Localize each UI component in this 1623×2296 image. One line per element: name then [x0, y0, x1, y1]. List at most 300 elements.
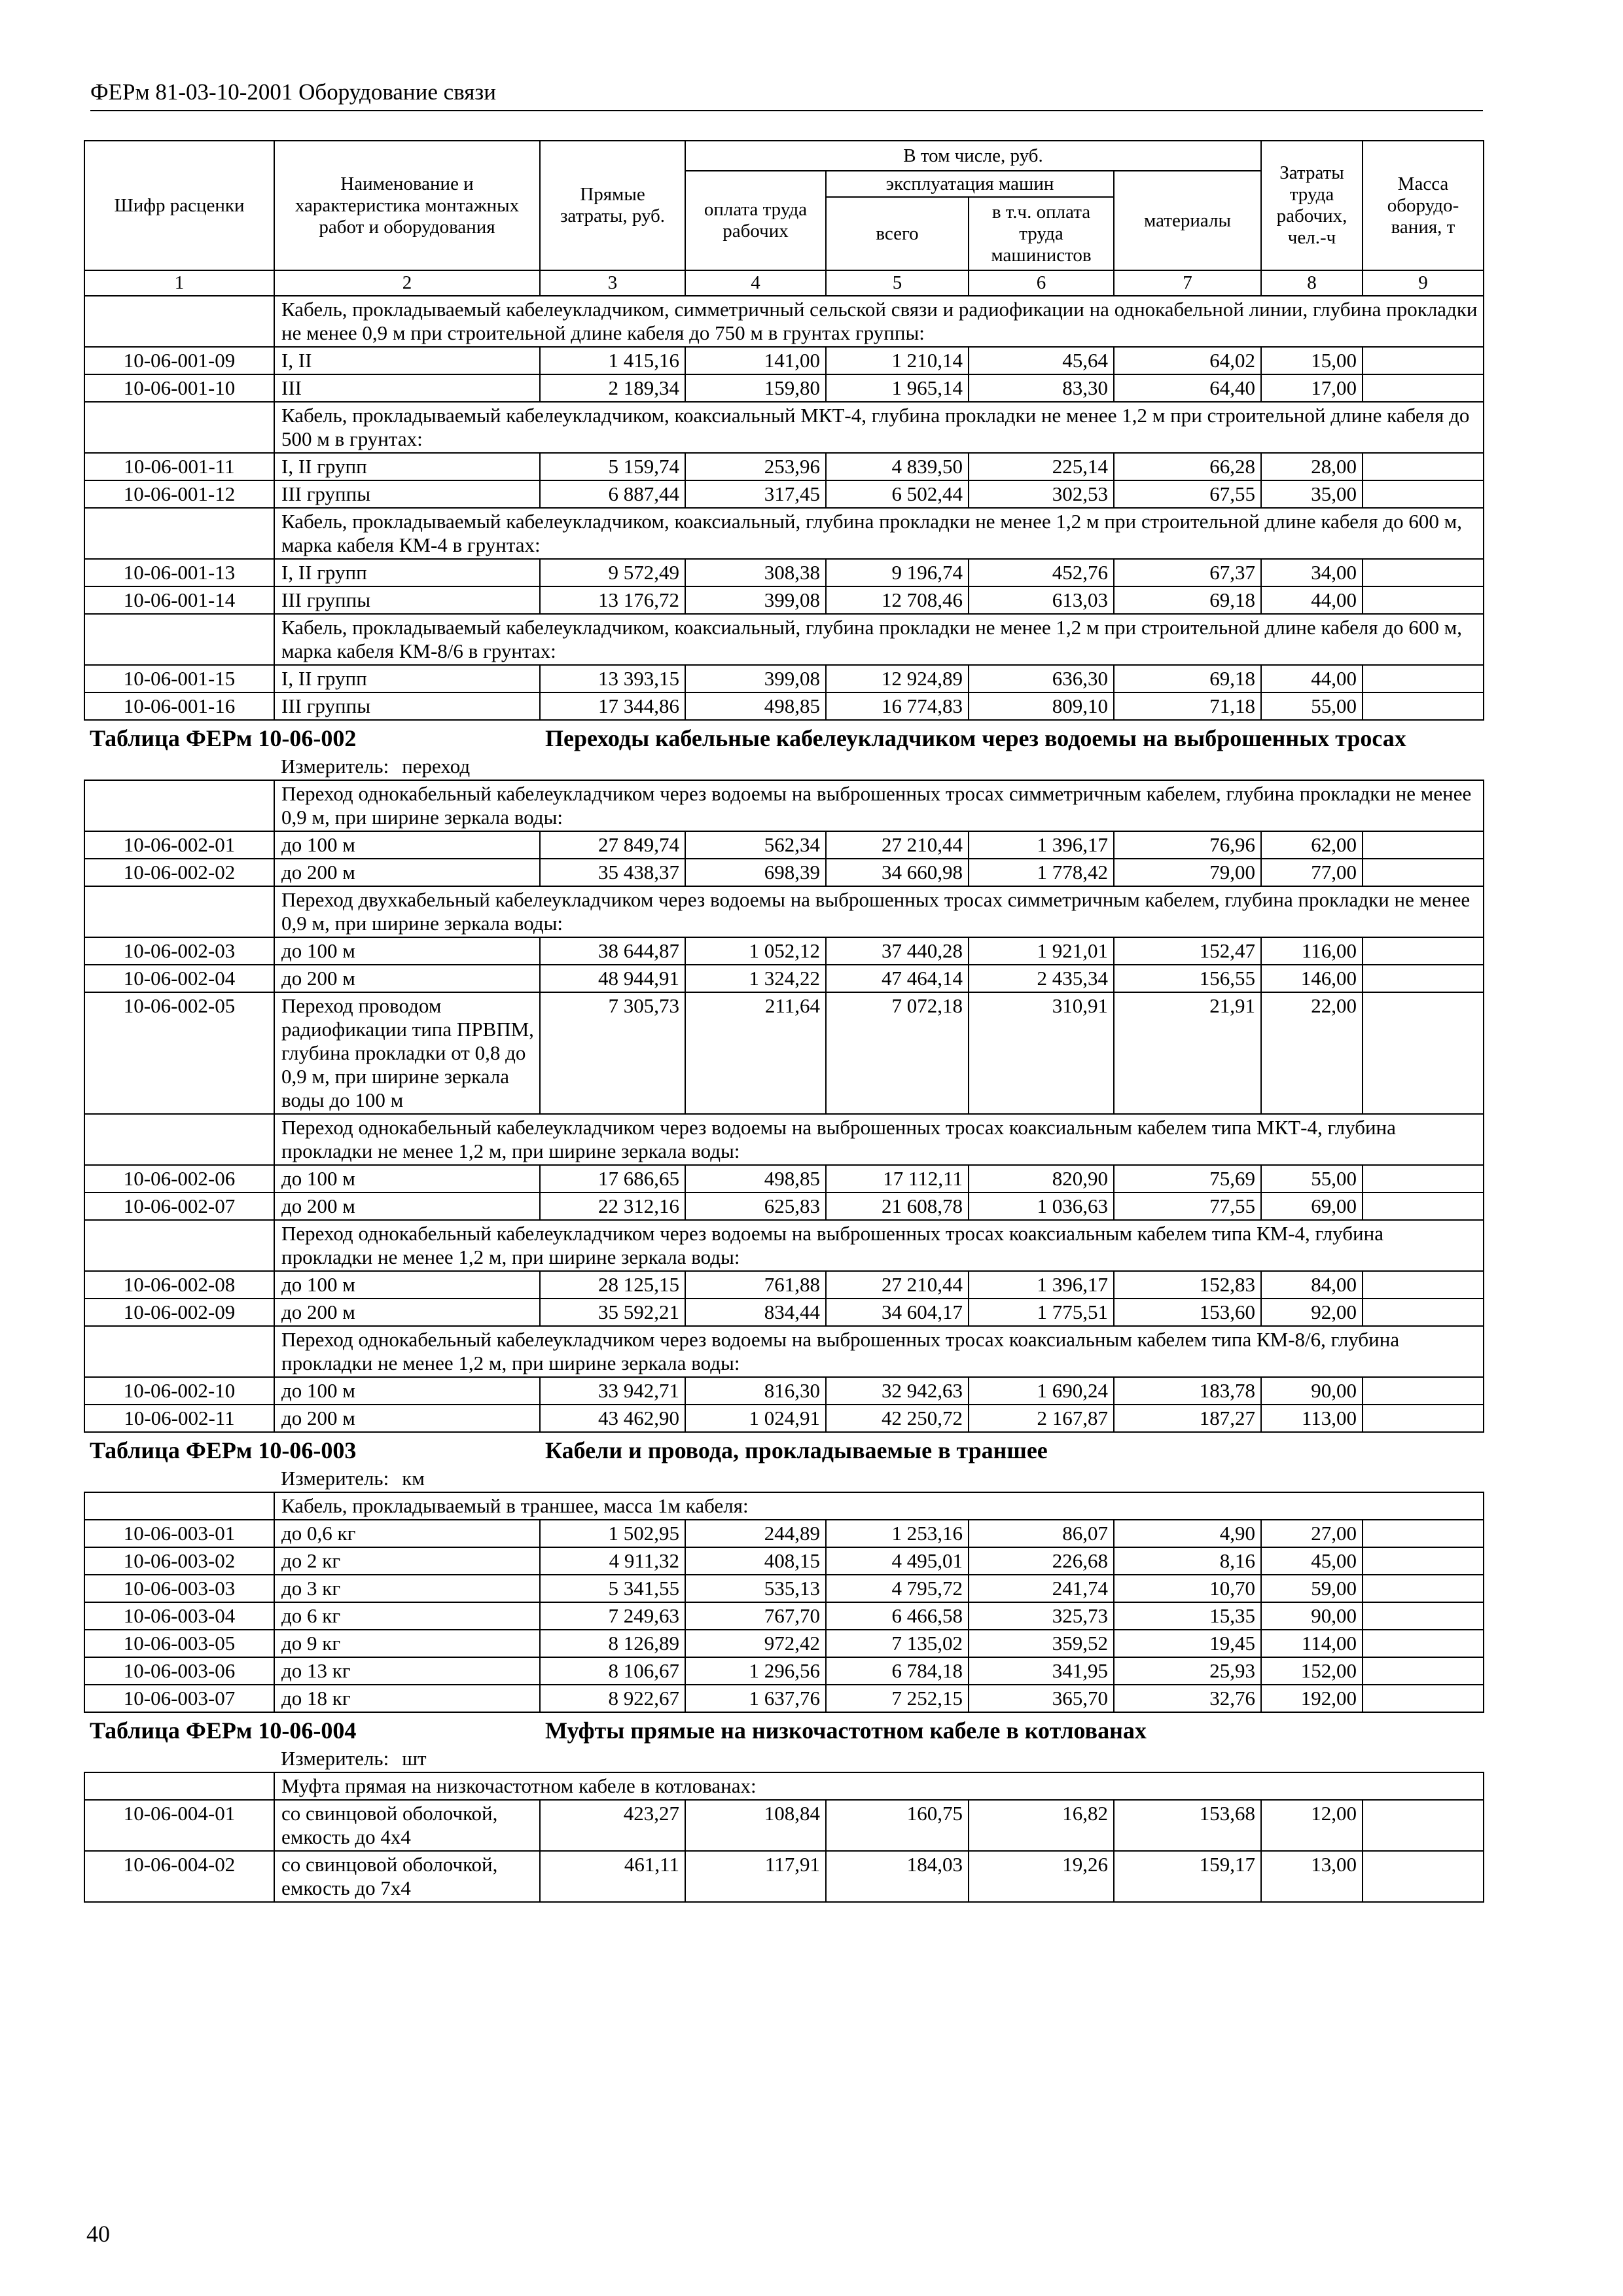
machinists-pay-cell: 310,91: [969, 992, 1114, 1114]
name-cell: до 100 м: [274, 1165, 540, 1193]
labor-cell: 27,00: [1261, 1520, 1363, 1547]
machines-cell: 160,75: [826, 1800, 969, 1851]
table-row: [84, 937, 1484, 965]
materials-cell: 4,90: [1114, 1520, 1261, 1547]
measure-cell: [274, 1746, 1484, 1772]
table-body: [84, 296, 1484, 1902]
table-row: [84, 831, 1484, 859]
col-workers-header: оплата труда рабочих: [685, 171, 826, 270]
empty-code-cell: [84, 886, 274, 937]
materials-cell: 25,93: [1114, 1657, 1261, 1685]
group-description: Кабель, прокладываемый в траншее, масса 1м кабеля:: [274, 1492, 1484, 1520]
mass-cell: [1363, 1299, 1484, 1326]
measure-row: [84, 1465, 1484, 1492]
workers-pay-cell: 562,34: [685, 831, 826, 859]
materials-cell: 152,47: [1114, 937, 1261, 965]
code-cell: 10-06-002-06: [84, 1165, 274, 1193]
mass-cell: [1363, 1851, 1484, 1902]
group-row: [84, 402, 1484, 453]
labor-cell: 35,00: [1261, 480, 1363, 508]
table-row: [84, 1685, 1484, 1712]
machinists-pay-cell: 1 396,17: [969, 831, 1114, 859]
machinists-pay-cell: 1 775,51: [969, 1299, 1114, 1326]
machinists-pay-cell: 1 690,24: [969, 1377, 1114, 1405]
code-cell: 10-06-003-07: [84, 1685, 274, 1712]
measure-row: [84, 1746, 1484, 1772]
empty-code-cell: [84, 780, 274, 831]
machines-cell: 17 112,11: [826, 1165, 969, 1193]
materials-cell: 69,18: [1114, 665, 1261, 692]
table-row: [84, 1377, 1484, 1405]
name-cell: до 200 м: [274, 1299, 540, 1326]
materials-cell: 64,02: [1114, 347, 1261, 374]
group-row: [84, 1492, 1484, 1520]
mass-cell: [1363, 1520, 1484, 1547]
labor-cell: 146,00: [1261, 965, 1363, 992]
materials-cell: 183,78: [1114, 1377, 1261, 1405]
code-cell: 10-06-003-06: [84, 1657, 274, 1685]
materials-cell: 153,68: [1114, 1800, 1261, 1851]
labor-cell: 116,00: [1261, 937, 1363, 965]
direct-cost-cell: 17 686,65: [540, 1165, 685, 1193]
mass-cell: [1363, 559, 1484, 586]
code-cell: 10-06-002-04: [84, 965, 274, 992]
col-mass-header: Масса оборудо-вания, т: [1363, 141, 1484, 270]
col-machines-total-header: всего: [826, 197, 969, 270]
section-title: Переходы кабельные кабелеукладчиком через водоемы на выброшенных тросах: [540, 720, 1484, 753]
price-table-wrap: [84, 140, 1483, 1903]
empty-code-cell: [84, 753, 274, 780]
table-row: [84, 859, 1484, 886]
code-cell: 10-06-002-10: [84, 1377, 274, 1405]
workers-pay-cell: 498,85: [685, 1165, 826, 1193]
table-row: [84, 1602, 1484, 1630]
mass-cell: [1363, 1630, 1484, 1657]
materials-cell: 152,83: [1114, 1271, 1261, 1299]
measure-label: Измеритель:: [281, 1747, 389, 1770]
table-row: [84, 1165, 1484, 1193]
direct-cost-cell: 2 189,34: [540, 374, 685, 402]
empty-code-cell: [84, 1772, 274, 1800]
direct-cost-cell: 17 344,86: [540, 692, 685, 720]
mass-cell: [1363, 453, 1484, 480]
direct-cost-cell: 7 305,73: [540, 992, 685, 1114]
workers-pay-cell: 399,08: [685, 586, 826, 614]
empty-code-cell: [84, 1746, 274, 1772]
labor-cell: 114,00: [1261, 1630, 1363, 1657]
workers-pay-cell: 399,08: [685, 665, 826, 692]
materials-cell: 67,55: [1114, 480, 1261, 508]
name-cell: Переход проводом радиофикации типа ПРВПМ, глубина прокладки от 0,8 до 0,9 м, при ширине зеркала воды до 100 м: [274, 992, 540, 1114]
machines-cell: 1 965,14: [826, 374, 969, 402]
code-cell: 10-06-002-07: [84, 1193, 274, 1220]
table-row: [84, 1520, 1484, 1547]
name-cell: до 200 м: [274, 1193, 540, 1220]
name-cell: I, II групп: [274, 453, 540, 480]
workers-pay-cell: 159,80: [685, 374, 826, 402]
workers-pay-cell: 1 024,91: [685, 1405, 826, 1432]
machinists-pay-cell: 19,26: [969, 1851, 1114, 1902]
materials-cell: 21,91: [1114, 992, 1261, 1114]
name-cell: до 0,6 кг: [274, 1520, 540, 1547]
workers-pay-cell: 1 324,22: [685, 965, 826, 992]
name-cell: до 200 м: [274, 1405, 540, 1432]
group-row: [84, 296, 1484, 347]
name-cell: до 3 кг: [274, 1575, 540, 1602]
workers-pay-cell: 767,70: [685, 1602, 826, 1630]
group-row: [84, 1772, 1484, 1800]
code-cell: 10-06-002-03: [84, 937, 274, 965]
materials-cell: 75,69: [1114, 1165, 1261, 1193]
machines-cell: 6 784,18: [826, 1657, 969, 1685]
code-cell: 10-06-001-10: [84, 374, 274, 402]
machines-cell: 27 210,44: [826, 1271, 969, 1299]
section-table-name: Таблица ФЕРм 10-06-002: [84, 720, 540, 753]
mass-cell: [1363, 692, 1484, 720]
workers-pay-cell: 1 052,12: [685, 937, 826, 965]
col-name-header: Наименование и характеристика монтажных работ и оборудования: [274, 141, 540, 270]
name-cell: до 100 м: [274, 1271, 540, 1299]
name-cell: I, II: [274, 347, 540, 374]
labor-cell: 92,00: [1261, 1299, 1363, 1326]
column-number: 7: [1114, 270, 1261, 296]
direct-cost-cell: 6 887,44: [540, 480, 685, 508]
table-row: [84, 1657, 1484, 1685]
group-description: Кабель, прокладываемый кабелеукладчиком, коаксиальный, глубина прокладки не менее 1,2 м при строительной длине кабеля до 600 м, марка кабеля КМ-4 в грунтах:: [274, 508, 1484, 559]
mass-cell: [1363, 1165, 1484, 1193]
machines-cell: 184,03: [826, 1851, 969, 1902]
workers-pay-cell: 816,30: [685, 1377, 826, 1405]
page-number: 40: [86, 2221, 110, 2247]
col-machines-header: эксплуатация машин: [826, 171, 1114, 197]
machinists-pay-cell: 86,07: [969, 1520, 1114, 1547]
mass-cell: [1363, 1405, 1484, 1432]
machinists-pay-cell: 341,95: [969, 1657, 1114, 1685]
machines-cell: 47 464,14: [826, 965, 969, 992]
section-title: Кабели и провода, прокладываемые в траншее: [540, 1432, 1484, 1465]
direct-cost-cell: 13 176,72: [540, 586, 685, 614]
name-cell: III группы: [274, 480, 540, 508]
mass-cell: [1363, 937, 1484, 965]
group-description: Переход однокабельный кабелеукладчиком через водоемы на выброшенных тросах коаксиальным кабелем типа КМ-4, глубина прокладки не менее 1,2 м, при ширине зеркала воды:: [274, 1220, 1484, 1271]
name-cell: со свинцовой оболочкой, емкость до 7х4: [274, 1851, 540, 1902]
column-number: 1: [84, 270, 274, 296]
direct-cost-cell: 7 249,63: [540, 1602, 685, 1630]
col-labor-header: Затраты труда рабочих, чел.-ч: [1261, 141, 1363, 270]
direct-cost-cell: 8 126,89: [540, 1630, 685, 1657]
machines-cell: 21 608,78: [826, 1193, 969, 1220]
table-row: [84, 347, 1484, 374]
name-cell: до 18 кг: [274, 1685, 540, 1712]
materials-cell: 66,28: [1114, 453, 1261, 480]
table-row: [84, 1405, 1484, 1432]
group-row: [84, 1114, 1484, 1165]
machines-cell: 7 072,18: [826, 992, 969, 1114]
machinists-pay-cell: 820,90: [969, 1165, 1114, 1193]
machines-cell: 12 924,89: [826, 665, 969, 692]
table-row: [84, 1851, 1484, 1902]
labor-cell: 34,00: [1261, 559, 1363, 586]
labor-cell: 22,00: [1261, 992, 1363, 1114]
code-cell: 10-06-002-11: [84, 1405, 274, 1432]
section-table-name: Таблица ФЕРм 10-06-003: [84, 1432, 540, 1465]
name-cell: I, II групп: [274, 559, 540, 586]
machines-cell: 12 708,46: [826, 586, 969, 614]
code-cell: 10-06-001-16: [84, 692, 274, 720]
machinists-pay-cell: 2 435,34: [969, 965, 1114, 992]
name-cell: III группы: [274, 586, 540, 614]
table-row: [84, 1299, 1484, 1326]
workers-pay-cell: 1 296,56: [685, 1657, 826, 1685]
mass-cell: [1363, 1575, 1484, 1602]
mass-cell: [1363, 1193, 1484, 1220]
machines-cell: 4 495,01: [826, 1547, 969, 1575]
measure-cell: [274, 753, 1484, 780]
machines-cell: 1 210,14: [826, 347, 969, 374]
workers-pay-cell: 761,88: [685, 1271, 826, 1299]
materials-cell: 153,60: [1114, 1299, 1261, 1326]
measure-unit: переход: [402, 755, 471, 778]
table-row: [84, 1547, 1484, 1575]
workers-pay-cell: 972,42: [685, 1630, 826, 1657]
name-cell: до 100 м: [274, 831, 540, 859]
machines-cell: 16 774,83: [826, 692, 969, 720]
group-description: Переход однокабельный кабелеукладчиком через водоемы на выброшенных тросах коаксиальным кабелем типа МКТ-4, глубина прокладки не менее 1,2 м, при ширине зеркала воды:: [274, 1114, 1484, 1165]
empty-code-cell: [84, 402, 274, 453]
name-cell: до 2 кг: [274, 1547, 540, 1575]
name-cell: до 200 м: [274, 859, 540, 886]
machinists-pay-cell: 83,30: [969, 374, 1114, 402]
direct-cost-cell: 22 312,16: [540, 1193, 685, 1220]
labor-cell: 28,00: [1261, 453, 1363, 480]
labor-cell: 192,00: [1261, 1685, 1363, 1712]
workers-pay-cell: 308,38: [685, 559, 826, 586]
machinists-pay-cell: 45,64: [969, 347, 1114, 374]
machinists-pay-cell: 226,68: [969, 1547, 1114, 1575]
name-cell: до 13 кг: [274, 1657, 540, 1685]
workers-pay-cell: 1 637,76: [685, 1685, 826, 1712]
materials-cell: 64,40: [1114, 374, 1261, 402]
col-materials-header: материалы: [1114, 171, 1261, 270]
table-head: [84, 141, 1484, 296]
column-number: 6: [969, 270, 1114, 296]
workers-pay-cell: 108,84: [685, 1800, 826, 1851]
machines-cell: 7 135,02: [826, 1630, 969, 1657]
mass-cell: [1363, 965, 1484, 992]
mass-cell: [1363, 586, 1484, 614]
labor-cell: 17,00: [1261, 374, 1363, 402]
group-description: Переход однокабельный кабелеукладчиком через водоемы на выброшенных тросах коаксиальным кабелем типа КМ-8/6, глубина прокладки не менее 1,2 м, при ширине зеркала воды:: [274, 1326, 1484, 1377]
materials-cell: 156,55: [1114, 965, 1261, 992]
name-cell: до 6 кг: [274, 1602, 540, 1630]
section-title: Муфты прямые на низкочастотном кабеле в котлованах: [540, 1712, 1484, 1746]
labor-cell: 45,00: [1261, 1547, 1363, 1575]
labor-cell: 90,00: [1261, 1602, 1363, 1630]
col-direct-header: Прямые затраты, руб.: [540, 141, 685, 270]
table-row: [84, 1630, 1484, 1657]
table-row: [84, 965, 1484, 992]
labor-cell: 77,00: [1261, 859, 1363, 886]
machines-cell: 32 942,63: [826, 1377, 969, 1405]
name-cell: до 200 м: [274, 965, 540, 992]
labor-cell: 13,00: [1261, 1851, 1363, 1902]
labor-cell: 59,00: [1261, 1575, 1363, 1602]
mass-cell: [1363, 1271, 1484, 1299]
direct-cost-cell: 9 572,49: [540, 559, 685, 586]
measure-unit: км: [402, 1467, 425, 1490]
machines-cell: 4 795,72: [826, 1575, 969, 1602]
measure-label: Измеритель:: [281, 755, 389, 778]
column-number: 2: [274, 270, 540, 296]
group-row: [84, 614, 1484, 665]
table-row: [84, 665, 1484, 692]
direct-cost-cell: 28 125,15: [540, 1271, 685, 1299]
workers-pay-cell: 535,13: [685, 1575, 826, 1602]
machinists-pay-cell: 636,30: [969, 665, 1114, 692]
machines-cell: 27 210,44: [826, 831, 969, 859]
direct-cost-cell: 1 502,95: [540, 1520, 685, 1547]
empty-code-cell: [84, 296, 274, 347]
direct-cost-cell: 8 106,67: [540, 1657, 685, 1685]
materials-cell: 76,96: [1114, 831, 1261, 859]
col-code-header: Шифр расценки: [84, 141, 274, 270]
materials-cell: 159,17: [1114, 1851, 1261, 1902]
machinists-pay-cell: 365,70: [969, 1685, 1114, 1712]
labor-cell: 69,00: [1261, 1193, 1363, 1220]
machines-cell: 4 839,50: [826, 453, 969, 480]
col-incl-header: В том числе, руб.: [685, 141, 1261, 171]
direct-cost-cell: 27 849,74: [540, 831, 685, 859]
direct-cost-cell: 461,11: [540, 1851, 685, 1902]
workers-pay-cell: 408,15: [685, 1547, 826, 1575]
empty-code-cell: [84, 1220, 274, 1271]
direct-cost-cell: 33 942,71: [540, 1377, 685, 1405]
materials-cell: 79,00: [1114, 859, 1261, 886]
machinists-pay-cell: 302,53: [969, 480, 1114, 508]
direct-cost-cell: 13 393,15: [540, 665, 685, 692]
code-cell: 10-06-003-04: [84, 1602, 274, 1630]
name-cell: III: [274, 374, 540, 402]
mass-cell: [1363, 1547, 1484, 1575]
labor-cell: 44,00: [1261, 665, 1363, 692]
code-cell: 10-06-001-15: [84, 665, 274, 692]
col-machinists-header: в т.ч. оплата труда машинистов: [969, 197, 1114, 270]
table-row: [84, 586, 1484, 614]
labor-cell: 113,00: [1261, 1405, 1363, 1432]
name-cell: I, II групп: [274, 665, 540, 692]
measure-unit: шт: [402, 1747, 427, 1770]
column-numbers-row: [84, 270, 1484, 296]
machinists-pay-cell: 359,52: [969, 1630, 1114, 1657]
group-description: Переход двухкабельный кабелеукладчиком через водоемы на выброшенных тросах симметричным кабелем, глубина прокладки не менее 0,9 м, при ширине зеркала воды:: [274, 886, 1484, 937]
labor-cell: 44,00: [1261, 586, 1363, 614]
workers-pay-cell: 244,89: [685, 1520, 826, 1547]
mass-cell: [1363, 665, 1484, 692]
direct-cost-cell: 35 592,21: [540, 1299, 685, 1326]
machinists-pay-cell: 1 778,42: [969, 859, 1114, 886]
machines-cell: 9 196,74: [826, 559, 969, 586]
column-number: 9: [1363, 270, 1484, 296]
mass-cell: [1363, 1800, 1484, 1851]
direct-cost-cell: 48 944,91: [540, 965, 685, 992]
name-cell: до 9 кг: [274, 1630, 540, 1657]
table-row: [84, 692, 1484, 720]
mass-cell: [1363, 1685, 1484, 1712]
group-row: [84, 886, 1484, 937]
workers-pay-cell: 625,83: [685, 1193, 826, 1220]
machinists-pay-cell: 241,74: [969, 1575, 1114, 1602]
machinists-pay-cell: 1 921,01: [969, 937, 1114, 965]
workers-pay-cell: 117,91: [685, 1851, 826, 1902]
group-description: Кабель, прокладываемый кабелеукладчиком, симметричный сельской связи и радиофикации на однокабельной линии, глубина прокладки не менее 0,9 м при строительной длине кабеля до 750 м в грунтах группы:: [274, 296, 1484, 347]
code-cell: 10-06-003-03: [84, 1575, 274, 1602]
machines-cell: 6 502,44: [826, 480, 969, 508]
workers-pay-cell: 498,85: [685, 692, 826, 720]
empty-code-cell: [84, 1465, 274, 1492]
code-cell: 10-06-001-12: [84, 480, 274, 508]
workers-pay-cell: 834,44: [685, 1299, 826, 1326]
table-row: [84, 1193, 1484, 1220]
column-number: 3: [540, 270, 685, 296]
code-cell: 10-06-002-08: [84, 1271, 274, 1299]
measure-label: Измеритель:: [281, 1467, 389, 1490]
table-row: [84, 480, 1484, 508]
measure-row: [84, 753, 1484, 780]
machines-cell: 34 660,98: [826, 859, 969, 886]
header-title: ФЕРм 81-03-10-2001 Оборудование связи: [90, 79, 496, 105]
machinists-pay-cell: 16,82: [969, 1800, 1114, 1851]
empty-code-cell: [84, 1492, 274, 1520]
direct-cost-cell: 4 911,32: [540, 1547, 685, 1575]
machinists-pay-cell: 452,76: [969, 559, 1114, 586]
direct-cost-cell: 5 159,74: [540, 453, 685, 480]
materials-cell: 19,45: [1114, 1630, 1261, 1657]
name-cell: до 100 м: [274, 1377, 540, 1405]
mass-cell: [1363, 347, 1484, 374]
machines-cell: 34 604,17: [826, 1299, 969, 1326]
direct-cost-cell: 8 922,67: [540, 1685, 685, 1712]
materials-cell: 32,76: [1114, 1685, 1261, 1712]
code-cell: 10-06-001-09: [84, 347, 274, 374]
mass-cell: [1363, 859, 1484, 886]
labor-cell: 90,00: [1261, 1377, 1363, 1405]
table-section-header: [84, 1432, 1484, 1465]
materials-cell: 187,27: [1114, 1405, 1261, 1432]
column-number: 4: [685, 270, 826, 296]
direct-cost-cell: 43 462,90: [540, 1405, 685, 1432]
code-cell: 10-06-003-01: [84, 1520, 274, 1547]
section-table-name: Таблица ФЕРм 10-06-004: [84, 1712, 540, 1746]
mass-cell: [1363, 480, 1484, 508]
workers-pay-cell: 253,96: [685, 453, 826, 480]
direct-cost-cell: 423,27: [540, 1800, 685, 1851]
labor-cell: 12,00: [1261, 1800, 1363, 1851]
machinists-pay-cell: 1 396,17: [969, 1271, 1114, 1299]
table-row: [84, 1271, 1484, 1299]
table-section-header: [84, 720, 1484, 753]
code-cell: 10-06-002-05: [84, 992, 274, 1114]
labor-cell: 62,00: [1261, 831, 1363, 859]
group-description: Кабель, прокладываемый кабелеукладчиком, коаксиальный, глубина прокладки не менее 1,2 м при строительной длине кабеля до 600 м, марка кабеля КМ-8/6 в грунтах:: [274, 614, 1484, 665]
materials-cell: 71,18: [1114, 692, 1261, 720]
workers-pay-cell: 317,45: [685, 480, 826, 508]
machinists-pay-cell: 225,14: [969, 453, 1114, 480]
table-section-header: [84, 1712, 1484, 1746]
code-cell: 10-06-001-13: [84, 559, 274, 586]
machinists-pay-cell: 2 167,87: [969, 1405, 1114, 1432]
price-table: [84, 140, 1484, 1903]
group-description: Кабель, прокладываемый кабелеукладчиком, коаксиальный МКТ-4, глубина прокладки не менее 1,2 м при строительной длине кабеля до 500 м в грунтах:: [274, 402, 1484, 453]
